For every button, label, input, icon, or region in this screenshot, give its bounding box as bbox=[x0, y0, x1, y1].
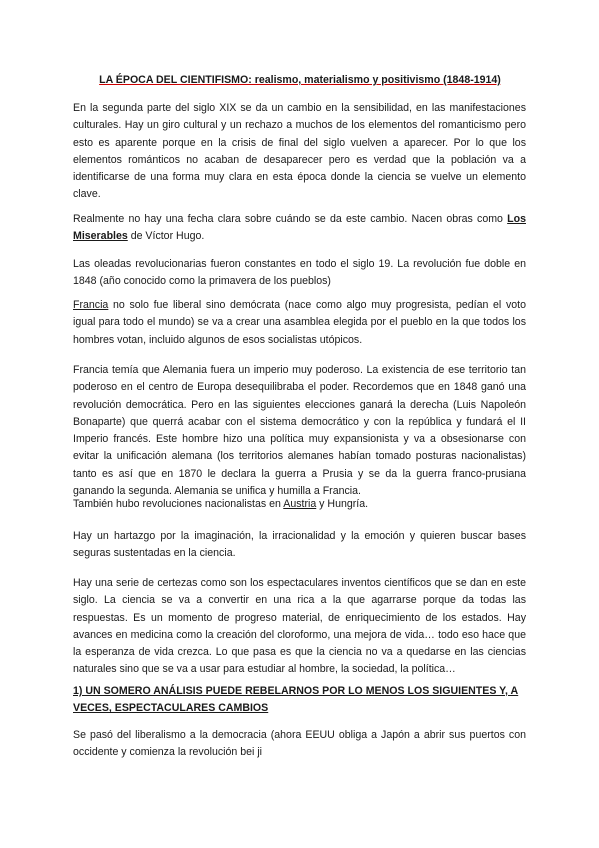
paragraph-text: También hubo revoluciones nacionalistas en bbox=[73, 498, 284, 510]
document-title: LA ÉPOCA DEL CIENTIFISMO: realismo, materialismo y positivismo (1848-1914) bbox=[99, 74, 501, 86]
paragraph-text: y Hungría. bbox=[316, 498, 369, 510]
paragraph-text: Realmente no hay una fecha clara sobre cuándo se da este cambio. Nacen obras como bbox=[73, 213, 508, 225]
paragraph-intro: En la segunda parte del siglo XIX se da un cambio en la sensibilidad, en las manifestaciones culturales. Hay un giro cultural y un rechazo a muchos de los elementos del romanticismo pero esto es aparente porque en la crisis de final del siglo vuelven a aparecer. Por lo que los elementos románticos no acaban de desaparecer pero es verdad que la población va a identificarse de una forma muy clara en esta época donde la ciencia se vuelve un elemento clave. bbox=[73, 102, 526, 201]
paragraph-nationalist bbox=[73, 496, 526, 513]
paragraph-alemania: Francia temía que Alemania fuera un imperio muy poderoso. La existencia de ese territorio tan poderoso en el centro de Europa desequilibraba el poder. Recordemos que en 1848 ganó una revolución democrática. Pero en las siguientes elecciones ganará la derecha (Luis Napoleón Bonaparte) que querrá acabar con el sistema democrático y con la república y fundará el II Imperio francés. Este hombre hizo una política muy expansionista y va a obsesionarse con evitar la unificación alemana (los territorios alemanes habían tomado posturas nacionalistas) tanto es así que en 1870 le declara la guerra a Prusia y se da la guerra franco-prusiana ganando la segunda. Alemania se unifica y humilla a Francia. bbox=[73, 364, 526, 498]
los-miserables-link[interactable]: Los Miserables bbox=[73, 213, 526, 243]
paragraph-text: de Víctor Hugo. bbox=[127, 230, 205, 243]
paragraph-hartazgo: Hay un hartazgo por la imaginación, la irracionalidad y la emoción y quieren buscar bases seguras sustentadas en la ciencia. bbox=[73, 530, 526, 560]
paragraph-democracia: Se pasó del liberalismo a la democracia (ahora EEUU obliga a Japón a abrir sus puertos con occidente y comienza la revolución bei ji bbox=[73, 729, 526, 759]
paragraph-text: no solo fue liberal sino demócrata (nace como algo muy progresista, pedían el voto igual para todo el mundo) se va a crear una asamblea elegida por el pueblo en la que todos los hombres votan, incluido algunos de esos socialistas utópicos. bbox=[73, 299, 526, 346]
paragraph-date bbox=[73, 211, 526, 246]
francia-link[interactable]: Francia bbox=[73, 299, 109, 311]
austria-link[interactable]: Austria bbox=[283, 498, 317, 510]
section-heading: 1) UN SOMERO ANÁLISIS PUEDE REBELARNOS POR LO MENOS LOS SIGUIENTES Y, A VECES, ESPECTACULARES CAMBIOS bbox=[73, 685, 519, 715]
paragraph-certezas: Hay una serie de certezas como son los espectaculares inventos científicos que se dan en este siglo. La ciencia se va a convertir en una rica a la que agarrarse porque da todas las respuestas. Es un momento de progreso material, de enriquecimiento de los estados. Hay avances en medicina como la creación del cloroformo, una mejora de vida… todo eso hace que la esperanza de vida crezca. Lo que pasa es que la ciencia no va a quedarse en las ciencias naturales sino que se va a usar para estudiar al hombre, la sociedad, la política… bbox=[73, 577, 526, 676]
paragraph-revolutions: Las oleadas revolucionarias fueron constantes en todo el siglo 19. La revolución fue doble en 1848 (año conocido como la primavera de los pueblos) bbox=[73, 258, 526, 288]
paragraph-francia bbox=[73, 297, 526, 349]
